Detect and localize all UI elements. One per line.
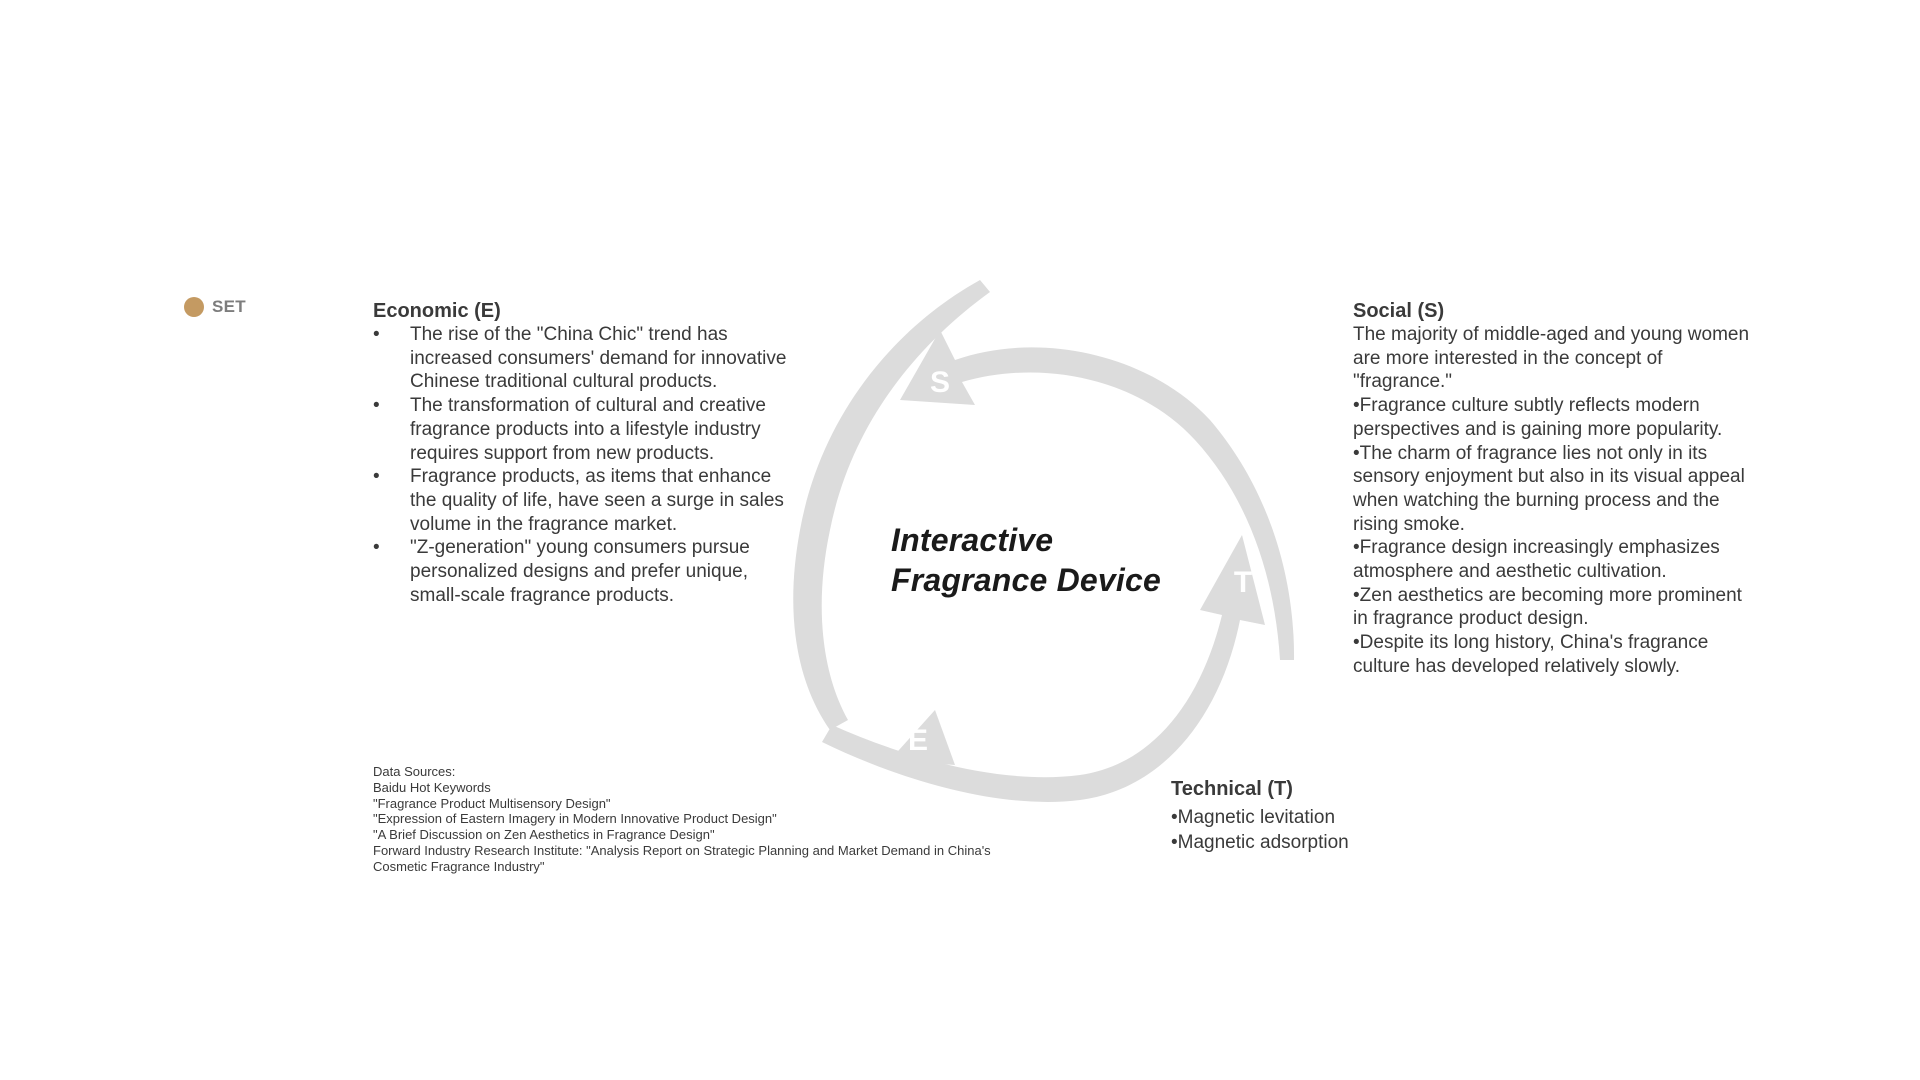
cycle-arrow-s [793, 280, 990, 730]
center-title-line2: Fragrance Device [891, 562, 1162, 598]
social-body [1353, 323, 1753, 679]
economic-item [373, 465, 793, 536]
technical-item: •Magnetic adsorption [1171, 832, 1349, 853]
data-source-line: "A Brief Discussion on Zen Aesthetics in Fragrance Design" [373, 827, 715, 843]
technical-body [1171, 805, 1471, 855]
bullet-icon: • [373, 395, 380, 417]
economic-item-text: Fragrance products, as items that enhance the quality of life, have seen a surge in sales volume in the fragrance market. [410, 466, 784, 535]
cycle-letter-t: T [1233, 566, 1253, 599]
cycle-letter-s: S [929, 366, 951, 399]
economic-item-text: The rise of the "China Chic" trend has increased consumers' demand for innovative Chinese traditional cultural products. [410, 324, 787, 393]
economic-item [373, 323, 793, 394]
economic-list [373, 323, 793, 607]
social-section [1353, 299, 1753, 679]
center-title-line1: Interactive [891, 522, 1054, 558]
section-label [184, 297, 246, 317]
data-source-line: "Expression of Eastern Imagery in Modern Innovative Product Design" [373, 811, 777, 827]
bullet-icon: • [373, 537, 380, 559]
accent-dot-icon [184, 297, 204, 317]
economic-item-text: The transformation of cultural and creative fragrance products into a lifestyle industry requires support from new products. [410, 395, 766, 464]
economic-item [373, 394, 793, 465]
economic-item [373, 536, 793, 607]
data-source-line: "Fragrance Product Multisensory Design" [373, 795, 611, 811]
social-line: •Fragrance culture subtly reflects modern perspectives and is gaining more popularity. [1353, 395, 1723, 440]
technical-section [1171, 777, 1471, 855]
social-line: •The charm of fragrance lies not only in its sensory enjoyment but also in its visual appeal when watching the burning process and the rising smoke. [1353, 442, 1745, 535]
social-line: •Despite its long history, China's fragrance culture has developed relatively slowly. [1353, 632, 1709, 677]
cycle-letter-e: E [907, 724, 929, 757]
bullet-icon: • [373, 466, 380, 488]
economic-title: Economic (E) [373, 300, 501, 322]
social-title: Social (S) [1353, 300, 1445, 322]
economic-item-text: "Z-generation" young consumers pursue personalized designs and prefer unique, small-scale fragrance products. [410, 537, 750, 606]
data-sources [373, 764, 1033, 875]
economic-section [373, 299, 793, 607]
data-sources-heading: Data Sources: [373, 764, 456, 779]
social-line: •Fragrance design increasingly emphasizes atmosphere and aesthetic cultivation. [1353, 537, 1720, 583]
bullet-icon: • [373, 324, 380, 345]
data-source-line: Forward Industry Research Institute: "Analysis Report on Strategic Planning and Market Demand in China's Cosmetic Fragrance Industry" [373, 842, 991, 874]
section-label-text: SET [212, 297, 246, 316]
data-source-line: Baidu Hot Keywords [373, 779, 491, 795]
social-line: The majority of middle-aged and young women are more interested in the concept of "fragrance." [1353, 324, 1750, 393]
social-line: •Zen aesthetics are becoming more prominent in fragrance product design. [1353, 584, 1742, 630]
technical-title: Technical (T) [1171, 778, 1293, 800]
technical-item: •Magnetic levitation [1171, 807, 1336, 828]
center-title [891, 520, 1161, 600]
